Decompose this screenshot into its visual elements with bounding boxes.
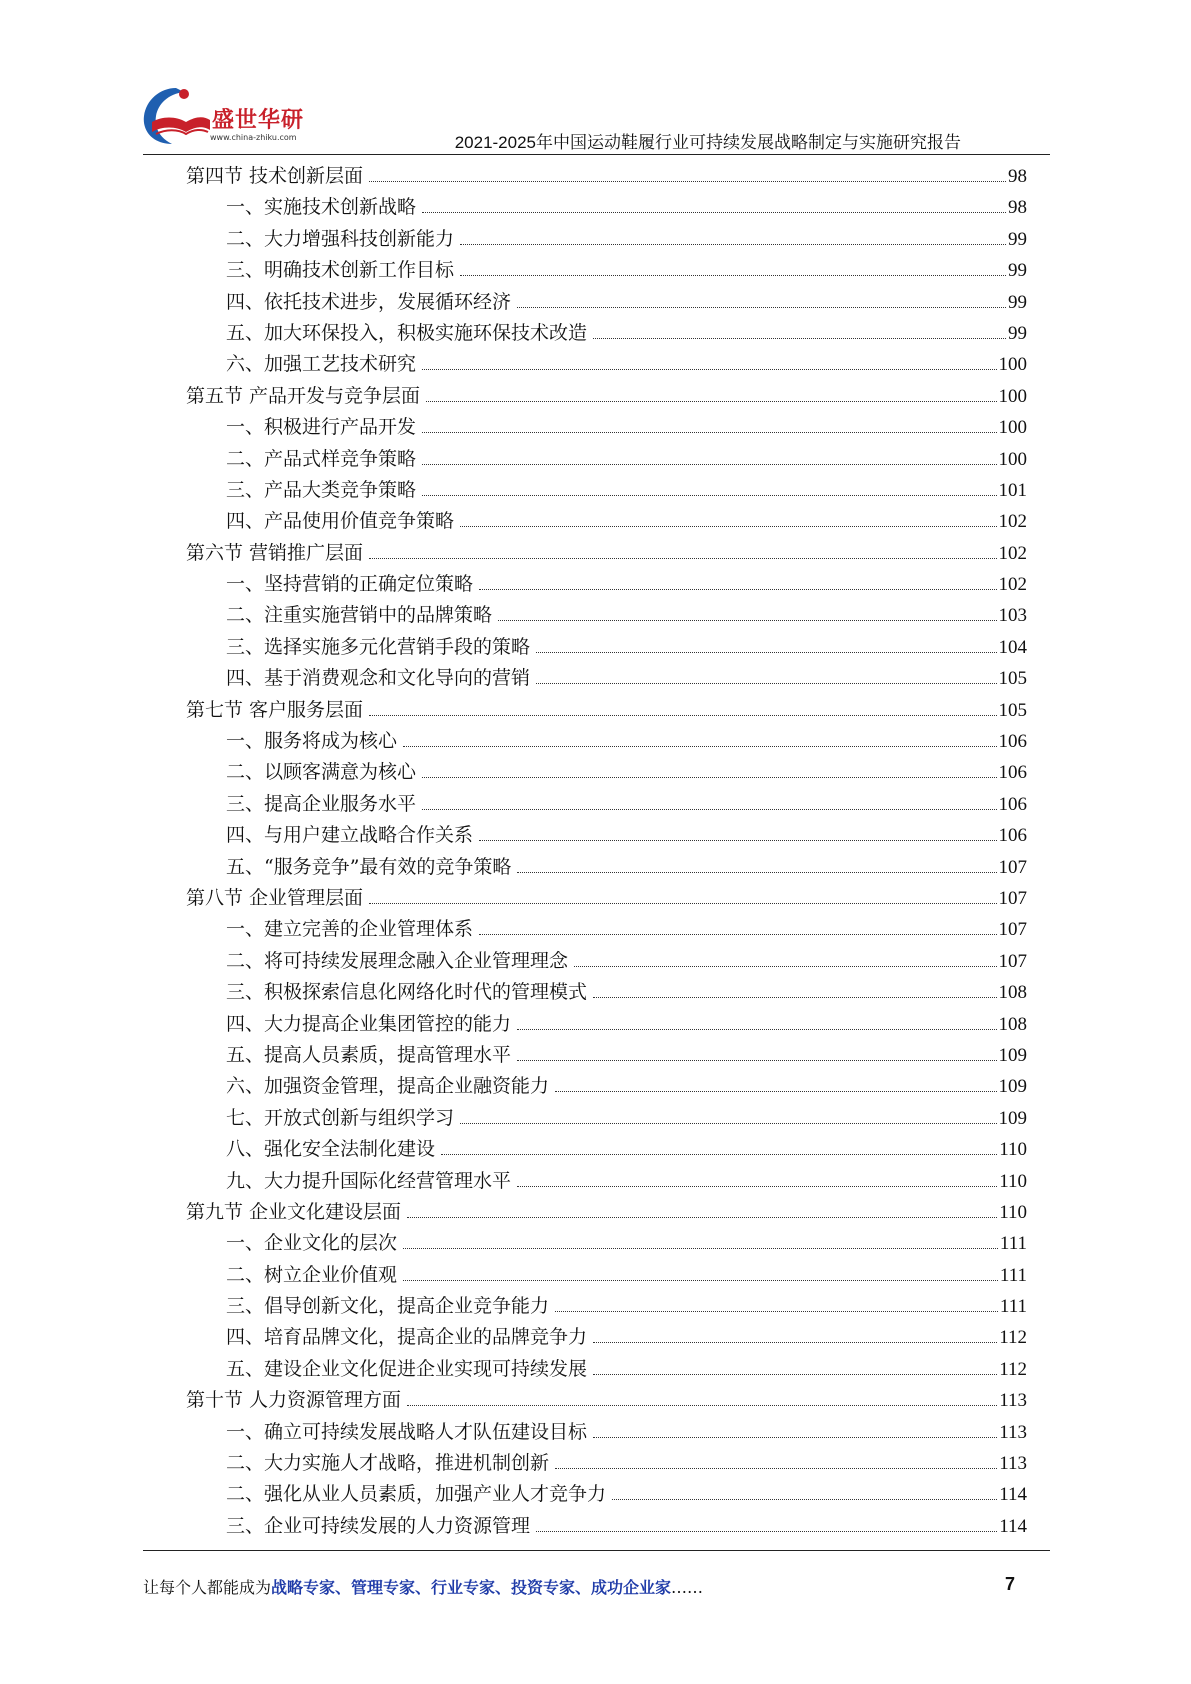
toc-dot-leader [517,872,996,873]
toc-entry-page: 104 [998,636,1027,658]
toc-entry-label: 三、明确技术创新工作目标 [226,259,455,282]
toc-section-entry[interactable] [186,695,1027,726]
toc-dot-leader [593,338,1006,339]
toc-section-entry[interactable] [186,161,1027,192]
toc-dot-leader [555,1311,998,1312]
toc-entry-page: 98 [1008,166,1027,187]
toc-entry-page: 100 [998,385,1027,407]
toc-entry-page: 107 [998,950,1027,972]
toc-subsection-entry[interactable] [186,1071,1027,1102]
toc-entry-page: 113 [999,1421,1027,1443]
toc-dot-leader [612,1499,997,1500]
toc-dot-leader [441,1154,997,1155]
toc-entry-page: 113 [999,1390,1027,1412]
toc-dot-leader [517,307,1006,308]
toc-entry-label: 第十节 人力资源管理方面 [186,1389,402,1412]
toc-dot-leader [479,589,996,590]
toc-entry-page: 112 [999,1358,1027,1380]
toc-entry-page: 99 [1008,322,1027,344]
toc-subsection-entry[interactable] [186,1134,1027,1165]
toc-entry-label: 一、确立可持续发展战略人才队伍建设目标 [226,1420,588,1443]
logo-url: www.china-zhiku.com [210,133,297,142]
toc-dot-leader [555,1468,997,1469]
toc-subsection-entry[interactable] [186,914,1027,945]
toc-entry-label: 七、开放式创新与组织学习 [226,1106,455,1129]
toc-entry-page: 110 [999,1139,1027,1161]
toc-subsection-entry[interactable] [186,1322,1027,1353]
toc-entry-page: 100 [998,417,1027,439]
toc-entry-page: 98 [1008,197,1027,219]
toc-entry-page: 99 [1008,260,1027,282]
toc-dot-leader [536,1531,997,1532]
toc-section-entry[interactable] [186,1197,1027,1228]
toc-entry-page: 106 [998,731,1027,753]
toc-dot-leader [369,181,1006,182]
toc-subsection-entry[interactable] [186,820,1027,851]
toc-subsection-entry[interactable] [186,318,1027,349]
toc-entry-page: 114 [999,1484,1027,1506]
footer-divider [143,1550,1050,1551]
toc-entry-page: 111 [999,1233,1027,1255]
toc-subsection-entry[interactable] [186,1040,1027,1071]
toc-entry-label: 第八节 企业管理层面 [186,886,364,909]
footer-slogan [143,1575,703,1598]
toc-entry-page: 106 [998,793,1027,815]
toc-entry-page: 106 [998,762,1027,784]
toc-subsection-entry[interactable] [186,1417,1027,1448]
toc-dot-leader [422,369,996,370]
toc-entry-page: 99 [1008,291,1027,313]
toc-entry-label: 二、以顾客满意为核心 [226,761,417,784]
toc-dot-leader [460,1123,996,1124]
toc-dot-leader [574,966,996,967]
toc-dot-leader [536,683,996,684]
toc-section-entry[interactable] [186,381,1027,412]
toc-dot-leader [517,1186,997,1187]
toc-subsection-entry[interactable] [186,757,1027,788]
toc-entry-page: 103 [998,605,1027,627]
report-title: 2021-2025年中国运动鞋履行业可持续发展战略制定与实施研究报告 [454,133,961,152]
slogan-highlight: 战略专家、管理专家、行业专家、投资专家、成功企业家 [271,1578,672,1597]
toc-dot-leader [407,1217,997,1218]
toc-entry-label: 三、积极探索信息化网络化时代的管理模式 [226,981,588,1004]
toc-entry-page: 110 [999,1170,1027,1192]
toc-subsection-entry[interactable] [186,789,1027,820]
toc-entry-label: 八、强化安全法制化建设 [226,1138,436,1161]
toc-entry-page: 112 [999,1327,1027,1349]
toc-entry-label: 一、服务将成为核心 [226,730,398,753]
toc-entry-page: 107 [998,919,1027,941]
toc-subsection-entry[interactable] [186,726,1027,757]
toc-entry-label: 二、大力增强科技创新能力 [226,227,455,250]
toc-dot-leader [555,1091,996,1092]
toc-entry-page: 102 [998,542,1027,564]
toc-subsection-entry[interactable] [186,1166,1027,1197]
toc-entry-label: 二、产品式样竞争策略 [226,447,417,470]
toc-dot-leader [593,1374,997,1375]
toc-subsection-entry[interactable] [186,632,1027,663]
toc-dot-leader [369,903,996,904]
toc-dot-leader [403,1280,998,1281]
toc-subsection-entry[interactable] [186,255,1027,286]
toc-subsection-entry[interactable] [186,1511,1027,1542]
toc-dot-leader [369,715,996,716]
toc-entry-page: 111 [999,1296,1027,1318]
toc-entry-label: 六、加强资金管理，提高企业融资能力 [226,1075,550,1098]
toc-entry-label: 五、加大环保投入，积极实施环保技术改造 [226,321,588,344]
toc-entry-page: 102 [998,511,1027,533]
toc-subsection-entry[interactable] [186,663,1027,694]
toc-entry-page: 113 [999,1453,1027,1475]
toc-dot-leader [479,840,996,841]
toc-dot-leader [536,652,996,653]
toc-entry-label: 一、坚持营销的正确定位策略 [226,573,474,596]
toc-entry-label: 四、依托技术进步，发展循环经济 [226,290,512,313]
toc-subsection-entry[interactable] [186,1291,1027,1322]
toc-dot-leader [498,620,996,621]
toc-entry-label: 二、大力实施人才战略，推进机制创新 [226,1452,550,1475]
toc-entry-page: 105 [998,668,1027,690]
toc-entry-label: 三、倡导创新文化，提高企业竞争能力 [226,1295,550,1318]
slogan-suffix: …… [671,1578,704,1597]
toc-dot-leader [593,997,996,998]
toc-entry-page: 101 [998,479,1027,501]
toc-subsection-entry[interactable] [186,569,1027,600]
toc-dot-leader [422,464,996,465]
toc-entry-label: 第九节 企业文化建设层面 [186,1200,402,1223]
toc-dot-leader [422,495,996,496]
toc-entry-label: 一、积极进行产品开发 [226,416,417,439]
toc-entry-label: 一、企业文化的层次 [226,1232,398,1255]
toc-subsection-entry[interactable] [186,506,1027,537]
toc-dot-leader [479,934,996,935]
toc-dot-leader [460,526,996,527]
toc-subsection-entry[interactable] [186,412,1027,443]
toc-subsection-entry[interactable] [186,600,1027,631]
toc-entry-label: 二、强化从业人员素质，加强产业人才竞争力 [226,1483,607,1506]
toc-entry-page: 99 [1008,228,1027,250]
toc-entry-label: 三、企业可持续发展的人力资源管理 [226,1514,531,1537]
toc-entry-label: 二、注重实施营销中的品牌策略 [226,604,493,627]
toc-dot-leader [403,1248,998,1249]
toc-subsection-entry[interactable] [186,1479,1027,1510]
toc-section-entry[interactable] [186,538,1027,569]
toc-subsection-entry[interactable] [186,287,1027,318]
toc-entry-label: 五、“服务竞争”最有效的竞争策略 [226,855,512,878]
toc-subsection-entry[interactable] [186,1103,1027,1134]
toc-section-entry[interactable] [186,1385,1027,1416]
toc-dot-leader [593,1342,997,1343]
toc-entry-page: 107 [998,856,1027,878]
toc-entry-label: 一、建立完善的企业管理体系 [226,918,474,941]
toc-entry-label: 五、建设企业文化促进企业实现可持续发展 [226,1357,588,1380]
toc-dot-leader [369,558,996,559]
toc-entry-page: 107 [998,887,1027,909]
toc-entry-label: 四、产品使用价值竞争策略 [226,510,455,533]
toc-section-entry[interactable] [186,883,1027,914]
toc-dot-leader [403,746,996,747]
toc-entry-label: 四、与用户建立战略合作关系 [226,824,474,847]
toc-entry-label: 五、提高人员素质，提高管理水平 [226,1043,512,1066]
toc-dot-leader [407,1405,997,1406]
logo-wordmark: 盛世华研 [212,108,305,133]
toc-entry-label: 六、加强工艺技术研究 [226,353,417,376]
toc-entry-page: 109 [998,1044,1027,1066]
toc-dot-leader [460,244,1006,245]
toc-subsection-entry[interactable] [186,946,1027,977]
toc-subsection-entry[interactable] [186,224,1027,255]
toc-subsection-entry[interactable] [186,192,1027,223]
toc-dot-leader [422,777,996,778]
toc-subsection-entry[interactable] [186,1354,1027,1385]
toc-entry-page: 102 [998,574,1027,596]
toc-entry-page: 108 [998,982,1027,1004]
toc-entry-page: 100 [998,354,1027,376]
toc-subsection-entry[interactable] [186,852,1027,883]
toc-dot-leader [422,432,996,433]
toc-entry-page: 110 [999,1201,1027,1223]
toc-entry-page: 109 [998,1107,1027,1129]
toc-entry-label: 九、大力提升国际化经营管理水平 [226,1169,512,1192]
toc-dot-leader [422,212,1006,213]
toc-subsection-entry[interactable] [186,349,1027,380]
toc-entry-page: 109 [998,1076,1027,1098]
slogan-prefix: 让每个人都能成为 [143,1578,272,1597]
toc-entry-label: 二、将可持续发展理念融入企业管理理念 [226,949,569,972]
toc-dot-leader [422,809,996,810]
toc-dot-leader [593,1437,997,1438]
toc-dot-leader [460,275,1006,276]
toc-entry-label: 三、选择实施多元化营销手段的策略 [226,635,531,658]
toc-entry-label: 第四节 技术创新层面 [186,165,364,187]
toc-entry-label: 一、实施技术创新战略 [226,196,417,219]
toc-entry-page: 105 [998,699,1027,721]
toc-subsection-entry[interactable] [186,1260,1027,1291]
toc-entry-page: 114 [999,1515,1027,1537]
toc-subsection-entry[interactable] [186,444,1027,475]
toc-entry-label: 二、树立企业价值观 [226,1263,398,1286]
toc-entry-label: 第六节 营销推广层面 [186,541,364,564]
toc-entry-page: 111 [999,1264,1027,1286]
toc-entry-label: 四、大力提高企业集团管控的能力 [226,1012,512,1035]
toc-entry-label: 第七节 客户服务层面 [186,698,364,721]
toc-dot-leader [517,1029,996,1030]
toc-entry-label: 第五节 产品开发与竞争层面 [186,384,421,407]
toc-subsection-entry[interactable] [186,475,1027,506]
toc-entry-label: 四、基于消费观念和文化导向的营销 [226,667,531,690]
toc-entry-label: 三、产品大类竞争策略 [226,478,417,501]
toc-entry-label: 三、提高企业服务水平 [226,792,417,815]
toc-entry-page: 106 [998,825,1027,847]
toc-subsection-entry[interactable] [186,1228,1027,1259]
toc-subsection-entry[interactable] [186,1448,1027,1479]
toc-dot-leader [517,1060,996,1061]
toc-subsection-entry[interactable] [186,1009,1027,1040]
header-divider [143,154,1050,155]
toc-entry-label: 四、培育品牌文化，提高企业的品牌竞争力 [226,1326,588,1349]
toc-entry-page: 100 [998,448,1027,470]
toc-dot-leader [426,401,996,402]
toc-entry-page: 108 [998,1013,1027,1035]
toc-subsection-entry[interactable] [186,977,1027,1008]
table-of-contents [186,161,1027,1542]
page-number: 7 [1005,1574,1016,1594]
